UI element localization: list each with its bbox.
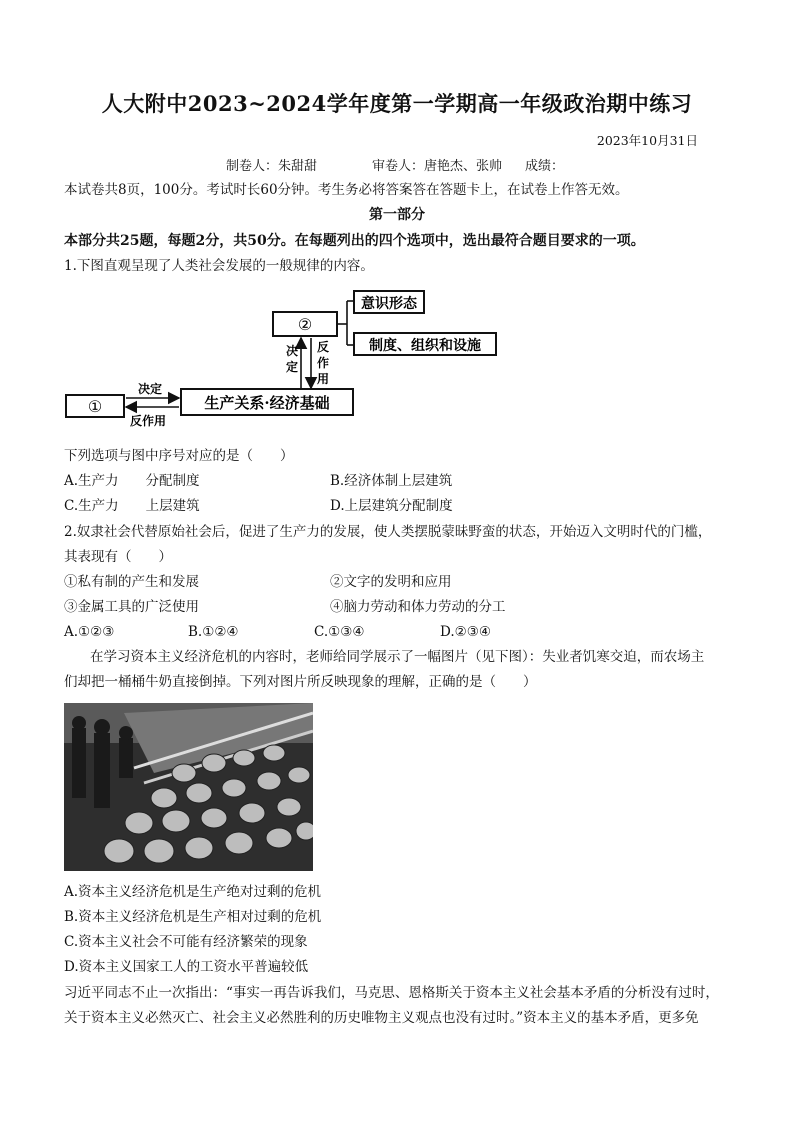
q2-item-2: ②文字的发明和应用 — [330, 574, 452, 590]
q3-option-c: C.资本主义社会不可能有经济繁荣的现象 — [64, 934, 308, 950]
q4-line2: 关于资本主义必然灭亡、社会主义必然胜利的历史唯物主义观点也没有过时。”资本主义的基本矛盾，更多免 — [64, 1010, 699, 1026]
svg-text:定: 定 — [286, 360, 299, 374]
q1-stem: 1.下图直观呈现了人类社会发展的一般规律的内容。 — [64, 258, 374, 274]
exam-title: 人大附中2023~2024学年度第一学期高一年级政治期中练习 — [101, 91, 693, 116]
author: 制卷人：朱甜甜 — [226, 159, 318, 174]
svg-text:作: 作 — [317, 356, 330, 370]
q3-option-b: B.资本主义经济危机是生产相对过剩的危机 — [64, 909, 322, 925]
q2-stem-line2: 其表现有（ ） — [64, 549, 172, 565]
society-law-diagram — [60, 285, 510, 435]
svg-text:反: 反 — [317, 340, 330, 354]
q3-stem-line2: 们却把一桶桶牛奶直接倒掉。下列对图片所反映现象的理解，正确的是（ ） — [64, 674, 537, 690]
diagram-box-2-label: ② — [297, 315, 313, 334]
q1-option-b: B.经济体制上层建筑 — [330, 473, 453, 489]
label-react-h: 反作用 — [130, 414, 167, 428]
q2-stem-line1: 2.奴隶社会代替原始社会后，促进了生产力的发展，使人类摆脱蒙昧野蛮的状态，开始迈入文明时代的门槛， — [64, 524, 712, 540]
q2-item-3: ③金属工具的广泛使用 — [64, 599, 199, 615]
q2-option-b: B.①②④ — [188, 624, 239, 640]
score-label: 成绩： — [525, 159, 565, 174]
part-title: 第一部分 — [369, 207, 425, 223]
q1-option-d: D.上层建筑分配制度 — [330, 498, 453, 514]
q2-option-d: D.②③④ — [440, 624, 491, 640]
diagram-box-1-label: ① — [87, 397, 103, 416]
diagram-box-ideology-label: 意识形态 — [361, 296, 417, 312]
part-intro: 本部分共25题，每题2分，共50分。在每题列出的四个选项中，选出最符合题目要求的一项。 — [64, 233, 645, 249]
svg-text:用: 用 — [317, 372, 330, 386]
reviewer: 审卷人：唐艳杰、张帅 — [372, 159, 503, 174]
diagram-box-base-label: 生产关系·经济基础 — [204, 394, 330, 412]
diagram-box-institution-label: 制度、组织和设施 — [369, 338, 481, 354]
svg-text:决: 决 — [286, 344, 299, 358]
q2-item-1: ①私有制的产生和发展 — [64, 574, 199, 590]
q3-option-d: D.资本主义国家工人的工资水平普遍较低 — [64, 959, 309, 975]
exam-date: 2023年10月31日 — [596, 133, 698, 148]
q3-stem-line1: 在学习资本主义经济危机的内容时，老师给同学展示了一幅图片（见下图）：失业者饥寒交迫，而农场主 — [90, 649, 705, 665]
q1-option-a: A.生产力 分配制度 — [64, 473, 200, 489]
q2-option-c: C.①③④ — [314, 624, 365, 640]
milk-dumping-photo — [64, 703, 313, 871]
q4-line1: 习近平同志不止一次指出：“事实一再告诉我们，马克思、恩格斯关于资本主义社会基本矛盾的分析没有过时， — [64, 985, 719, 1001]
q1-question: 下列选项与图中序号对应的是（ ） — [64, 448, 294, 464]
q2-item-4: ④脑力劳动和体力劳动的分工 — [330, 599, 506, 615]
q2-option-a: A.①②③ — [64, 624, 115, 640]
instructions: 本试卷共8页，100分。考试时长60分钟。考生务必将答案答在答题卡上，在试卷上作答无效。 — [64, 182, 629, 198]
q3-option-a: A.资本主义经济危机是生产绝对过剩的危机 — [64, 884, 322, 900]
label-decide-h: 决定 — [138, 382, 163, 396]
q1-option-c: C.生产力 上层建筑 — [64, 498, 200, 514]
